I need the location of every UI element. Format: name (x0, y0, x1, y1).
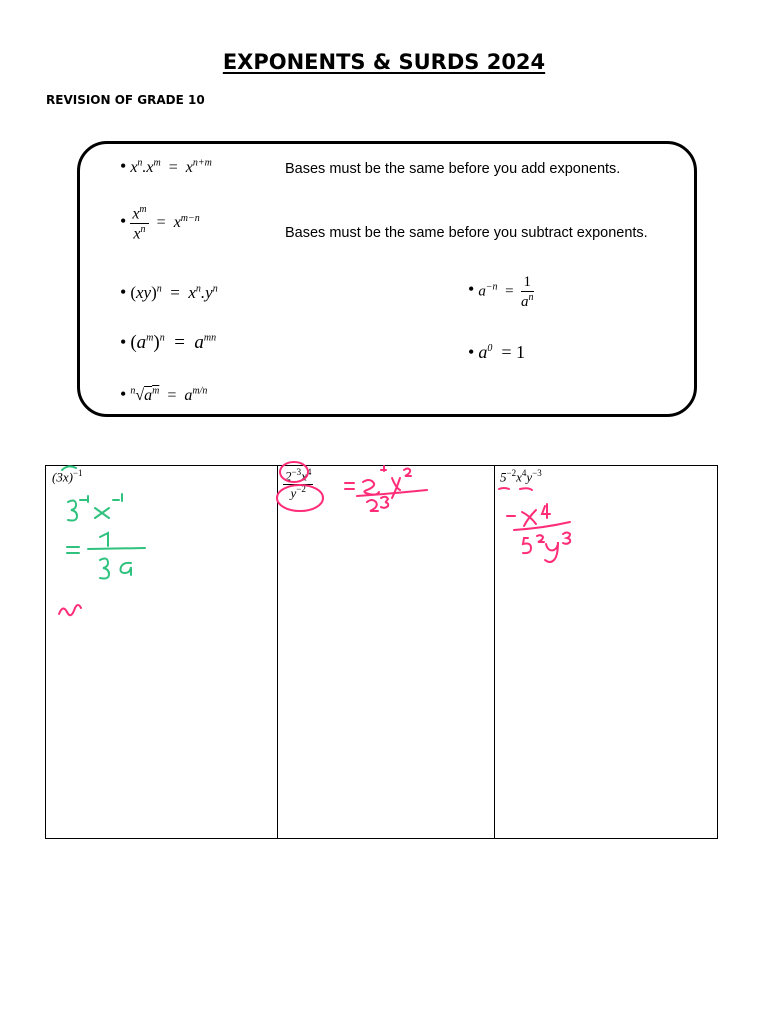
problem-2-expression: $\frac{2^{-3}x^4}{y^{-2}}$ (285, 467, 312, 500)
rule-power-of-power: • $(a^m)^n = a^{mn}$ (120, 332, 217, 353)
page-title: EXPONENTS & SURDS 2024 (222, 50, 546, 74)
rule-product-power: • $(xy)^n = x^n.y^n$ (120, 282, 218, 302)
note-subtract-exponents: Bases must be the same before you subtract exponents. (285, 225, 648, 241)
handwriting-problem-2 (277, 462, 427, 511)
rule-product: • $x^n.x^m = x^{n+m}$ (120, 156, 212, 176)
handwriting-problem-1 (59, 466, 145, 615)
rule-negative-exponent: • $a^{-n}$ = $\frac{1}{a^n}$ (468, 274, 534, 310)
rule-quotient: • $\frac{x^m}{x^n}$ = $x^{m-n}$ (120, 204, 200, 243)
handwriting-problem-3 (499, 488, 570, 562)
section-subtitle: REVISION OF GRADE 10 (46, 93, 205, 107)
note-add-exponents: Bases must be the same before you add exponents. (285, 161, 621, 177)
rule-zero-exponent: • $a^0 = 1$ (468, 342, 525, 362)
problem-3-expression: $5^{-2}x^4y^{-3}$ (500, 468, 542, 485)
problem-1-expression: $(3x)^{-1}$ (52, 468, 83, 485)
rule-root: • $^n√a^m = a^{m/n}$ (120, 384, 208, 404)
